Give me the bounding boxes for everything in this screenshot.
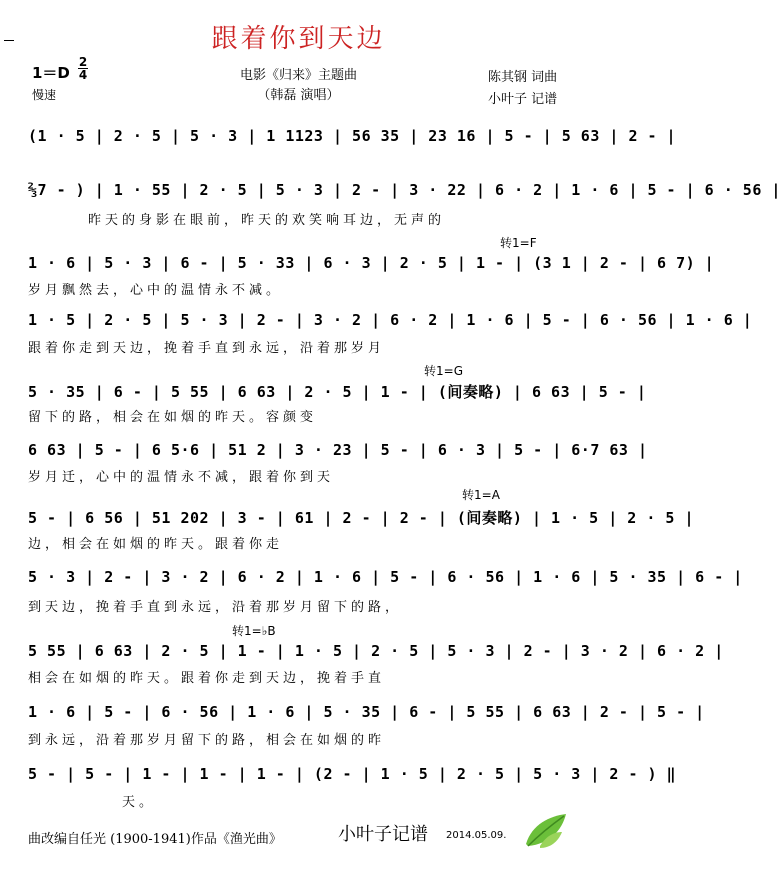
lyric-row-10: 到永远，沿着那岁月留下的路，相会在如烟的昨 [28, 733, 386, 748]
score-row-9: 5 55 | 6 63 | 2 · 5 | 1 - | 1 · 5 | 2 · 5 | 5 · 3 | 2 - | 3 · 2 | 6 · 2 | [28, 642, 724, 660]
lyric-row-8: 到天边，挽着手直到永远，沿着那岁月留下的路， [28, 600, 403, 615]
score-row-4: 1 · 5 | 2 · 5 | 5 · 3 | 2 - | 3 · 2 | 6 · 2 | 1 · 6 | 5 - | 6 · 56 | 1 · 6 | [28, 311, 753, 329]
song-title: 跟着你到天边 [211, 24, 386, 54]
score-row-2: ⅔7 - ) | 1 · 55 | 2 · 5 | 5 · 3 | 2 - | 3 · 22 | 6 · 2 | 1 · 6 | 5 - | 6 · 56 | [28, 181, 781, 199]
lyric-row-3: 岁月飘然去，心中的温情永不减。 [28, 283, 284, 298]
meter-top: 2 [78, 55, 88, 69]
score-row-3: 1 · 6 | 5 · 3 | 6 - | 5 · 33 | 6 · 3 | 2 · 5 | 1 - | (3 1 | 2 - | 6 7) | [28, 254, 715, 272]
footer-note: 曲改编自任光 (1900-1941)作品《渔光曲》 [28, 832, 282, 847]
score-row-8: 5 · 3 | 2 - | 3 · 2 | 6 · 2 | 1 · 6 | 5 - | 6 · 56 | 1 · 6 | 5 · 35 | 6 - | [28, 568, 743, 586]
meter-bottom: 4 [78, 68, 88, 82]
key-change-bflat: 转1=♭B [232, 624, 276, 638]
key-change-g: 转1=G [424, 364, 463, 378]
lyric-row-2: 昨天的身影在眼前，昨天的欢笑响耳边，无声的 [88, 213, 446, 228]
score-row-10: 1 · 6 | 5 - | 6 · 56 | 1 · 6 | 5 · 35 | 6 - | 5 55 | 6 63 | 2 - | 5 - | [28, 703, 705, 721]
film-subtitle: 电影《归来》主题曲 [239, 68, 357, 83]
score-row-1: (1 · 5 | 2 · 5 | 5 · 3 | 1 1123 | 56 35 | 23 16 | 5 - | 5 63 | 2 - | [28, 127, 677, 145]
signature: 小叶子记谱 [338, 824, 428, 845]
lyric-row-9: 相会在如烟的昨天。跟着你走到天边，挽着手直 [28, 671, 386, 686]
leaf-icon [522, 810, 568, 850]
score-row-11: 5 - | 5 - | 1 - | 1 - | 1 - | (2 - | 1 · 5 | 2 · 5 | 5 · 3 | 2 - ) ‖ [28, 765, 677, 783]
singer-subtitle: （韩磊 演唱） [257, 88, 340, 103]
date-stamp: 2014.05.09. [446, 830, 507, 841]
lyric-row-11: 天。 [122, 795, 157, 810]
margin-dash [4, 40, 14, 41]
transcriber-credit: 小叶子 记谱 [488, 92, 558, 107]
lyric-row-4: 跟着你走到天边，挽着手直到永远，沿着那岁月 [28, 341, 386, 356]
key-change-f: 转1=F [500, 236, 537, 250]
lyricist-credit: 陈其钢 词曲 [488, 70, 558, 85]
tempo-marking: 慢速 [32, 88, 57, 102]
key-change-a: 转1=A [462, 488, 500, 502]
lyric-row-7: 边，相会在如烟的昨天。跟着你走 [28, 537, 284, 552]
score-row-6: 6 63 | 5 - | 6 5·6 | 51 2 | 3 · 23 | 5 - | 6 · 3 | 5 - | 6·7 63 | [28, 441, 648, 459]
score-row-7: 5 - | 6 56 | 51 202 | 3 - | 61 | 2 - | 2 - | (间奏略) | 1 · 5 | 2 · 5 | [28, 509, 694, 527]
lyric-row-5: 留下的路，相会在如烟的昨天。容颜变 [28, 410, 318, 425]
lyric-row-6: 岁月迁，心中的温情永不减，跟着你到天 [28, 470, 335, 485]
score-row-5: 5 · 35 | 6 - | 5 55 | 6 63 | 2 · 5 | 1 - | (间奏略) | 6 63 | 5 - | [28, 383, 647, 401]
key-signature: 1＝D [32, 64, 70, 82]
